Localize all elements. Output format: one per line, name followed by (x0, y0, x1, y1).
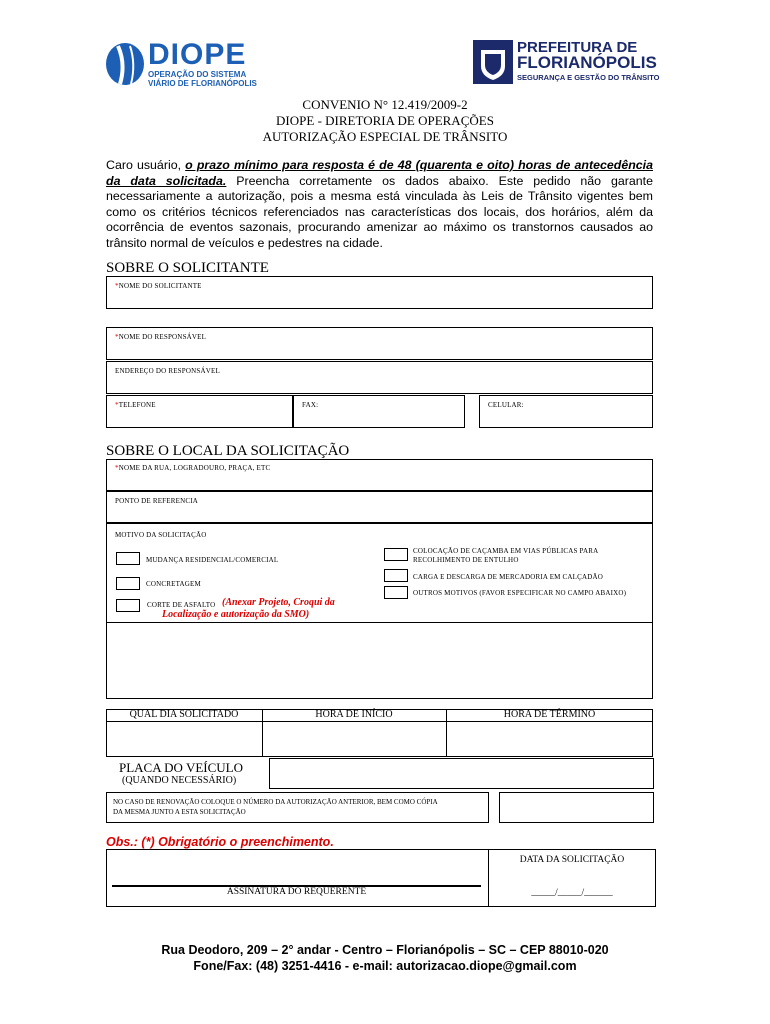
cacamba-label-1: COLOCAÇÃO DE CAÇAMBA EM VIAS PÚBLICAS PARA (413, 547, 599, 555)
fax-field[interactable] (293, 395, 465, 428)
carga-descarga-checkbox[interactable] (384, 569, 408, 582)
intro-paragraph (106, 158, 653, 251)
intro-lead: Caro usuário, (106, 158, 186, 172)
convenio-number: CONVENIO N° 12.419/2009-2 (302, 97, 468, 112)
diope-subtitle-2: VIÁRIO DE FLORIANÓPOLIS (148, 79, 257, 88)
outros-motivos-checkbox[interactable] (384, 586, 408, 599)
data-solicitacao-label: DATA DA SOLICITAÇÃO (519, 855, 625, 865)
endereco-field[interactable] (106, 361, 653, 394)
placa-subtitle: (QUANDO NECESSÁRIO) (122, 775, 237, 786)
renovacao-note-box (106, 792, 489, 823)
data-solicitacao-blank[interactable]: _____/_____/______ (531, 888, 613, 898)
endereco-label: ENDEREÇO DO RESPONSÁVEL (115, 367, 220, 375)
corte-asfalto-note-1: (Anexar Projeto, Croqui da (222, 597, 335, 608)
required-mark: * (115, 282, 119, 290)
nome-responsavel-label: NOME DO RESPONSÁVEL (118, 333, 207, 341)
concretagem-checkbox[interactable] (116, 577, 140, 590)
telefone-label: TELEFONE (118, 401, 156, 409)
col-header-termino: HORA DE TÉRMINO (503, 709, 596, 720)
cacamba-label-2: RECOLHIMENTO DE ENTULHO (413, 556, 519, 564)
required-mark: * (115, 401, 119, 409)
diope-name: DIOPE (148, 38, 247, 71)
signature-label: ASSINATURA DO REQUERENTE (226, 887, 367, 897)
prefeitura-subtitle: SEGURANÇA E GESTÃO DO TRÂNSITO (517, 73, 660, 82)
nome-solicitante-field[interactable] (106, 276, 653, 309)
col-header-inicio: HORA DE INÍCIO (315, 709, 393, 720)
renovacao-line-2: DA MESMA JUNTO A ESTA SOLICITAÇÃO (113, 808, 246, 816)
nome-rua-label: NOME DA RUA, LOGRADOURO, PRAÇA, ETC (118, 464, 271, 472)
nome-rua-field[interactable] (106, 459, 653, 491)
prefeitura-city: FLORIANÓPOLIS (517, 53, 657, 72)
city-crest-icon (473, 40, 513, 84)
hora-inicio-input[interactable] (263, 722, 445, 756)
placa-input[interactable] (269, 758, 654, 789)
corte-asfalto-checkbox[interactable] (116, 599, 140, 612)
motivo-label: MOTIVO DA SOLICITAÇÃO (115, 531, 207, 539)
nome-responsavel-field[interactable] (106, 327, 653, 360)
telefone-field[interactable] (106, 395, 293, 428)
document-title: AUTORIZAÇÃO ESPECIAL DE TRÂNSITO (262, 129, 508, 144)
section-title-local: SOBRE O LOCAL DA SOLICITAÇÃO (106, 443, 350, 459)
diope-logo (104, 40, 264, 88)
outros-motivos-textarea[interactable] (106, 622, 653, 699)
outros-motivos-label: OUTROS MOTIVOS (FAVOR ESPECIFICAR NO CAMPO ABAIXO) (413, 589, 627, 597)
corte-asfalto-note-2: Localização e autorização da SMO) (162, 609, 310, 620)
prefeitura-title: PREFEITURA DE (517, 39, 638, 56)
nome-solicitante-label: NOME DO SOLICITANTE (118, 282, 202, 290)
prefeitura-logo (473, 40, 663, 88)
intro-emphasis: o prazo mínimo para resposta é de 48 (quarenta e oito) horas de antecedência da data solicitada. (106, 158, 653, 188)
footer-contact: Fone/Fax: (48) 3251-4416 - e-mail: autorizacao.diope@gmail.com (193, 959, 577, 973)
footer-address: Rua Deodoro, 209 – 2° andar - Centro – Florianópolis – SC – CEP 88010-020 (161, 943, 609, 957)
mudanca-label: MUDANÇA RESIDENCIAL/COMERCIAL (146, 556, 279, 564)
renovacao-line-1: NO CASO DE RENOVAÇÃO COLOQUE O NÚMERO DA AUTORIZAÇÃO ANTERIOR, BEM COMO CÓPIA (113, 798, 438, 806)
placa-title: PLACA DO VEÍCULO (119, 760, 243, 775)
corte-asfalto-label: CORTE DE ASFALTO (147, 601, 216, 609)
required-mark: * (115, 464, 119, 472)
cacamba-checkbox[interactable] (384, 548, 408, 561)
carga-descarga-label: CARGA E DESCARGA DE MERCADORIA EM CALÇADÃO (413, 573, 604, 581)
concretagem-label: CONCRETAGEM (146, 580, 201, 588)
intro-rest: Preencha corretamente os dados abaixo. Este pedido não garante necessariamente a autorização, pois a mesma está vinculada às Leis de Trânsito vigentes bem como os critérios técnicos referenciados nas características dos locais, dos horários, além da ocorrência de eventos sazonais, procurando amenizar ao máximo os transtornos causados ao trânsito normal de veículos e pedestres na cidade. (106, 173, 653, 250)
obs-required-note: Obs.: (*) Obrigatório o preenchimento. (106, 835, 334, 849)
celular-field[interactable] (479, 395, 653, 428)
col-header-dia: QUAL DIA SOLICITADO (129, 709, 239, 720)
ponto-referencia-field[interactable] (106, 491, 653, 523)
hora-termino-input[interactable] (447, 722, 652, 756)
diope-subtitle-1: OPERAÇÃO DO SISTEMA (148, 70, 247, 79)
celular-label: CELULAR: (488, 401, 524, 409)
fax-label: FAX: (302, 401, 319, 409)
required-mark: * (115, 333, 119, 341)
section-title-solicitante: SOBRE O SOLICITANTE (106, 260, 269, 276)
diope-emblem-icon (104, 42, 146, 86)
diope-directorate: DIOPE - DIRETORIA DE OPERAÇÕES (276, 113, 494, 128)
autorizacao-anterior-input[interactable] (499, 792, 654, 823)
dia-input[interactable] (107, 722, 261, 756)
mudanca-checkbox[interactable] (116, 552, 140, 565)
ponto-referencia-label: PONTO DE REFERENCIA (115, 497, 199, 505)
